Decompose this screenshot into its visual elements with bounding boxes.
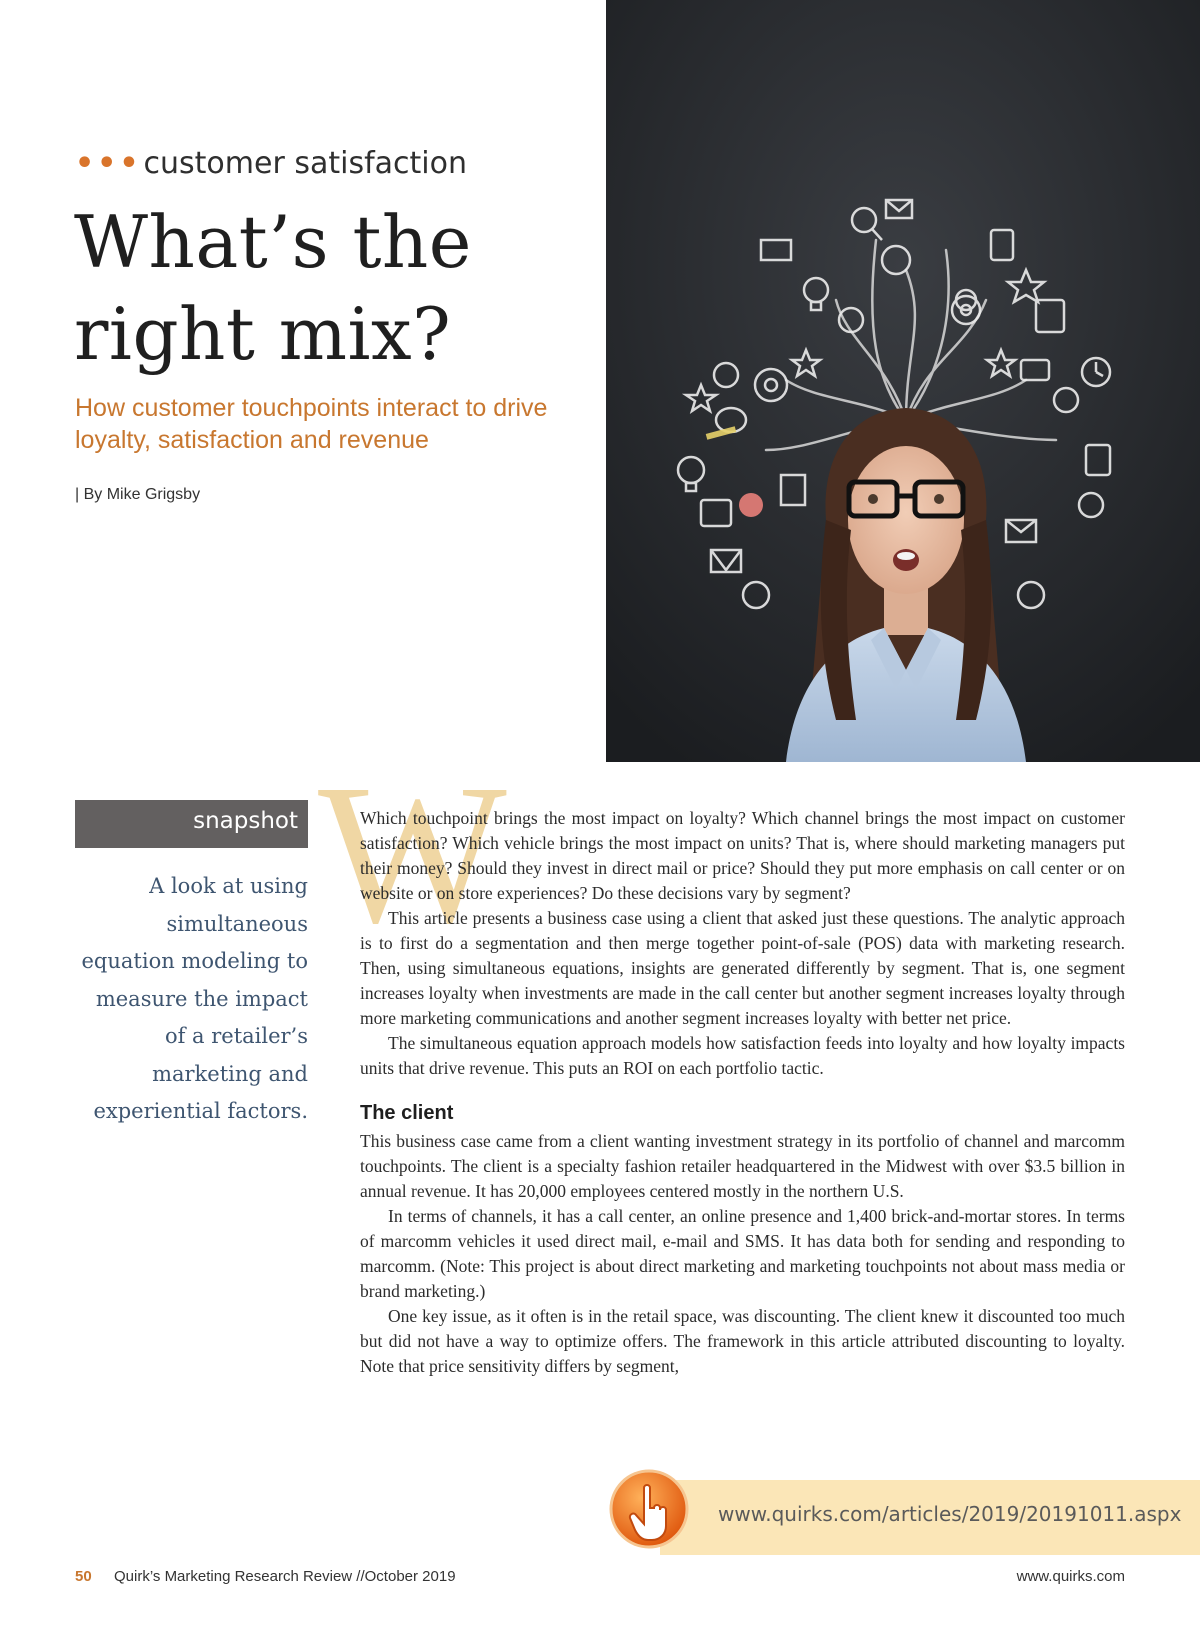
paragraph-1: Which touchpoint brings the most impact on loyalty? Which channel brings the most impact on customer satisfaction? Which vehicle brings the most impact on units? That is, where should marketing managers put their money? Should they invest in direct mail or price? Should they put more emphasis on call center or on website or on store experiences? Do these decisions vary by segment? bbox=[360, 808, 1125, 903]
article-title bbox=[74, 196, 554, 380]
chalkboard-illustration bbox=[606, 0, 1200, 762]
article-body bbox=[360, 806, 1125, 1379]
page-number: 50 bbox=[75, 1568, 92, 1585]
paragraph-2: This article presents a business case using a client that asked just these questions. The analytic approach is to first do a segmentation and then merge together point-of-sale (POS) data with marketing research. Then, using simultaneous equations, insights are generated differently by segment. That is, one segment increases loyalty when investments are made in the call center but another segment increases loyalty through more marketing communications and another segment increases loyalty with better net price. bbox=[360, 908, 1125, 1028]
snapshot-header bbox=[75, 800, 308, 848]
footer-website: www.quirks.com bbox=[1016, 1568, 1125, 1585]
section-heading-client: The client bbox=[360, 1102, 454, 1124]
kicker-label: customer satisfaction bbox=[143, 146, 467, 181]
title-line-2: right mix? bbox=[74, 292, 452, 376]
hero-photo bbox=[606, 0, 1200, 762]
article-deck: How customer touchpoints interact to drive loyalty, satisfaction and revenue bbox=[75, 394, 548, 454]
paragraph-4: This business case came from a client wanting investment strategy in its portfolio of channel and marcomm touchpoints. The client is a specialty fashion retailer headquartered in the Midwest with over $3.5 billion in annual revenue. It has 20,000 employees centered mostly in the northern U.S. bbox=[360, 1131, 1125, 1201]
paragraph-6: One key issue, as it often is in the retail space, was discounting. The client knew it discounted too much but did not have a way to optimize offers. The framework in this article attributed discounting to loyalty. Note that price sensitivity differs by segment, bbox=[360, 1306, 1125, 1376]
hand-pointer-icon bbox=[608, 1468, 690, 1550]
byline: | By Mike Grigsby bbox=[75, 486, 201, 503]
snapshot-label: snapshot bbox=[193, 808, 298, 834]
publication-name: Quirk’s Marketing Research Review //October 2019 bbox=[114, 1568, 456, 1585]
article-url-link[interactable]: www.quirks.com/articles/2019/20191011.aspx bbox=[718, 1502, 1182, 1526]
kicker-dots: ••• bbox=[75, 146, 142, 181]
drop-cap: W bbox=[318, 744, 507, 965]
snapshot-text: A look at using simultaneous equation modeling to measure the impact of a retailer’s marketing and experiential factors. bbox=[81, 874, 308, 1123]
paragraph-3: The simultaneous equation approach models how satisfaction feeds into loyalty and how loyalty impacts units that drive revenue. This puts an ROI on each portfolio tactic. bbox=[360, 1033, 1125, 1078]
section-kicker bbox=[75, 146, 467, 181]
title-line-1: What’s the bbox=[74, 200, 472, 284]
article-url-banner[interactable] bbox=[660, 1480, 1200, 1555]
paragraph-5: In terms of channels, it has a call center, an online presence and 1,400 brick-and-mortar stores. In terms of marcomm vehicles it used direct mail, e-mail and SMS. It has data both for sending and responding to marcomm. (Note: This project is about direct marketing and marketing touchpoints not about mass media or brand marketing.) bbox=[360, 1206, 1125, 1301]
